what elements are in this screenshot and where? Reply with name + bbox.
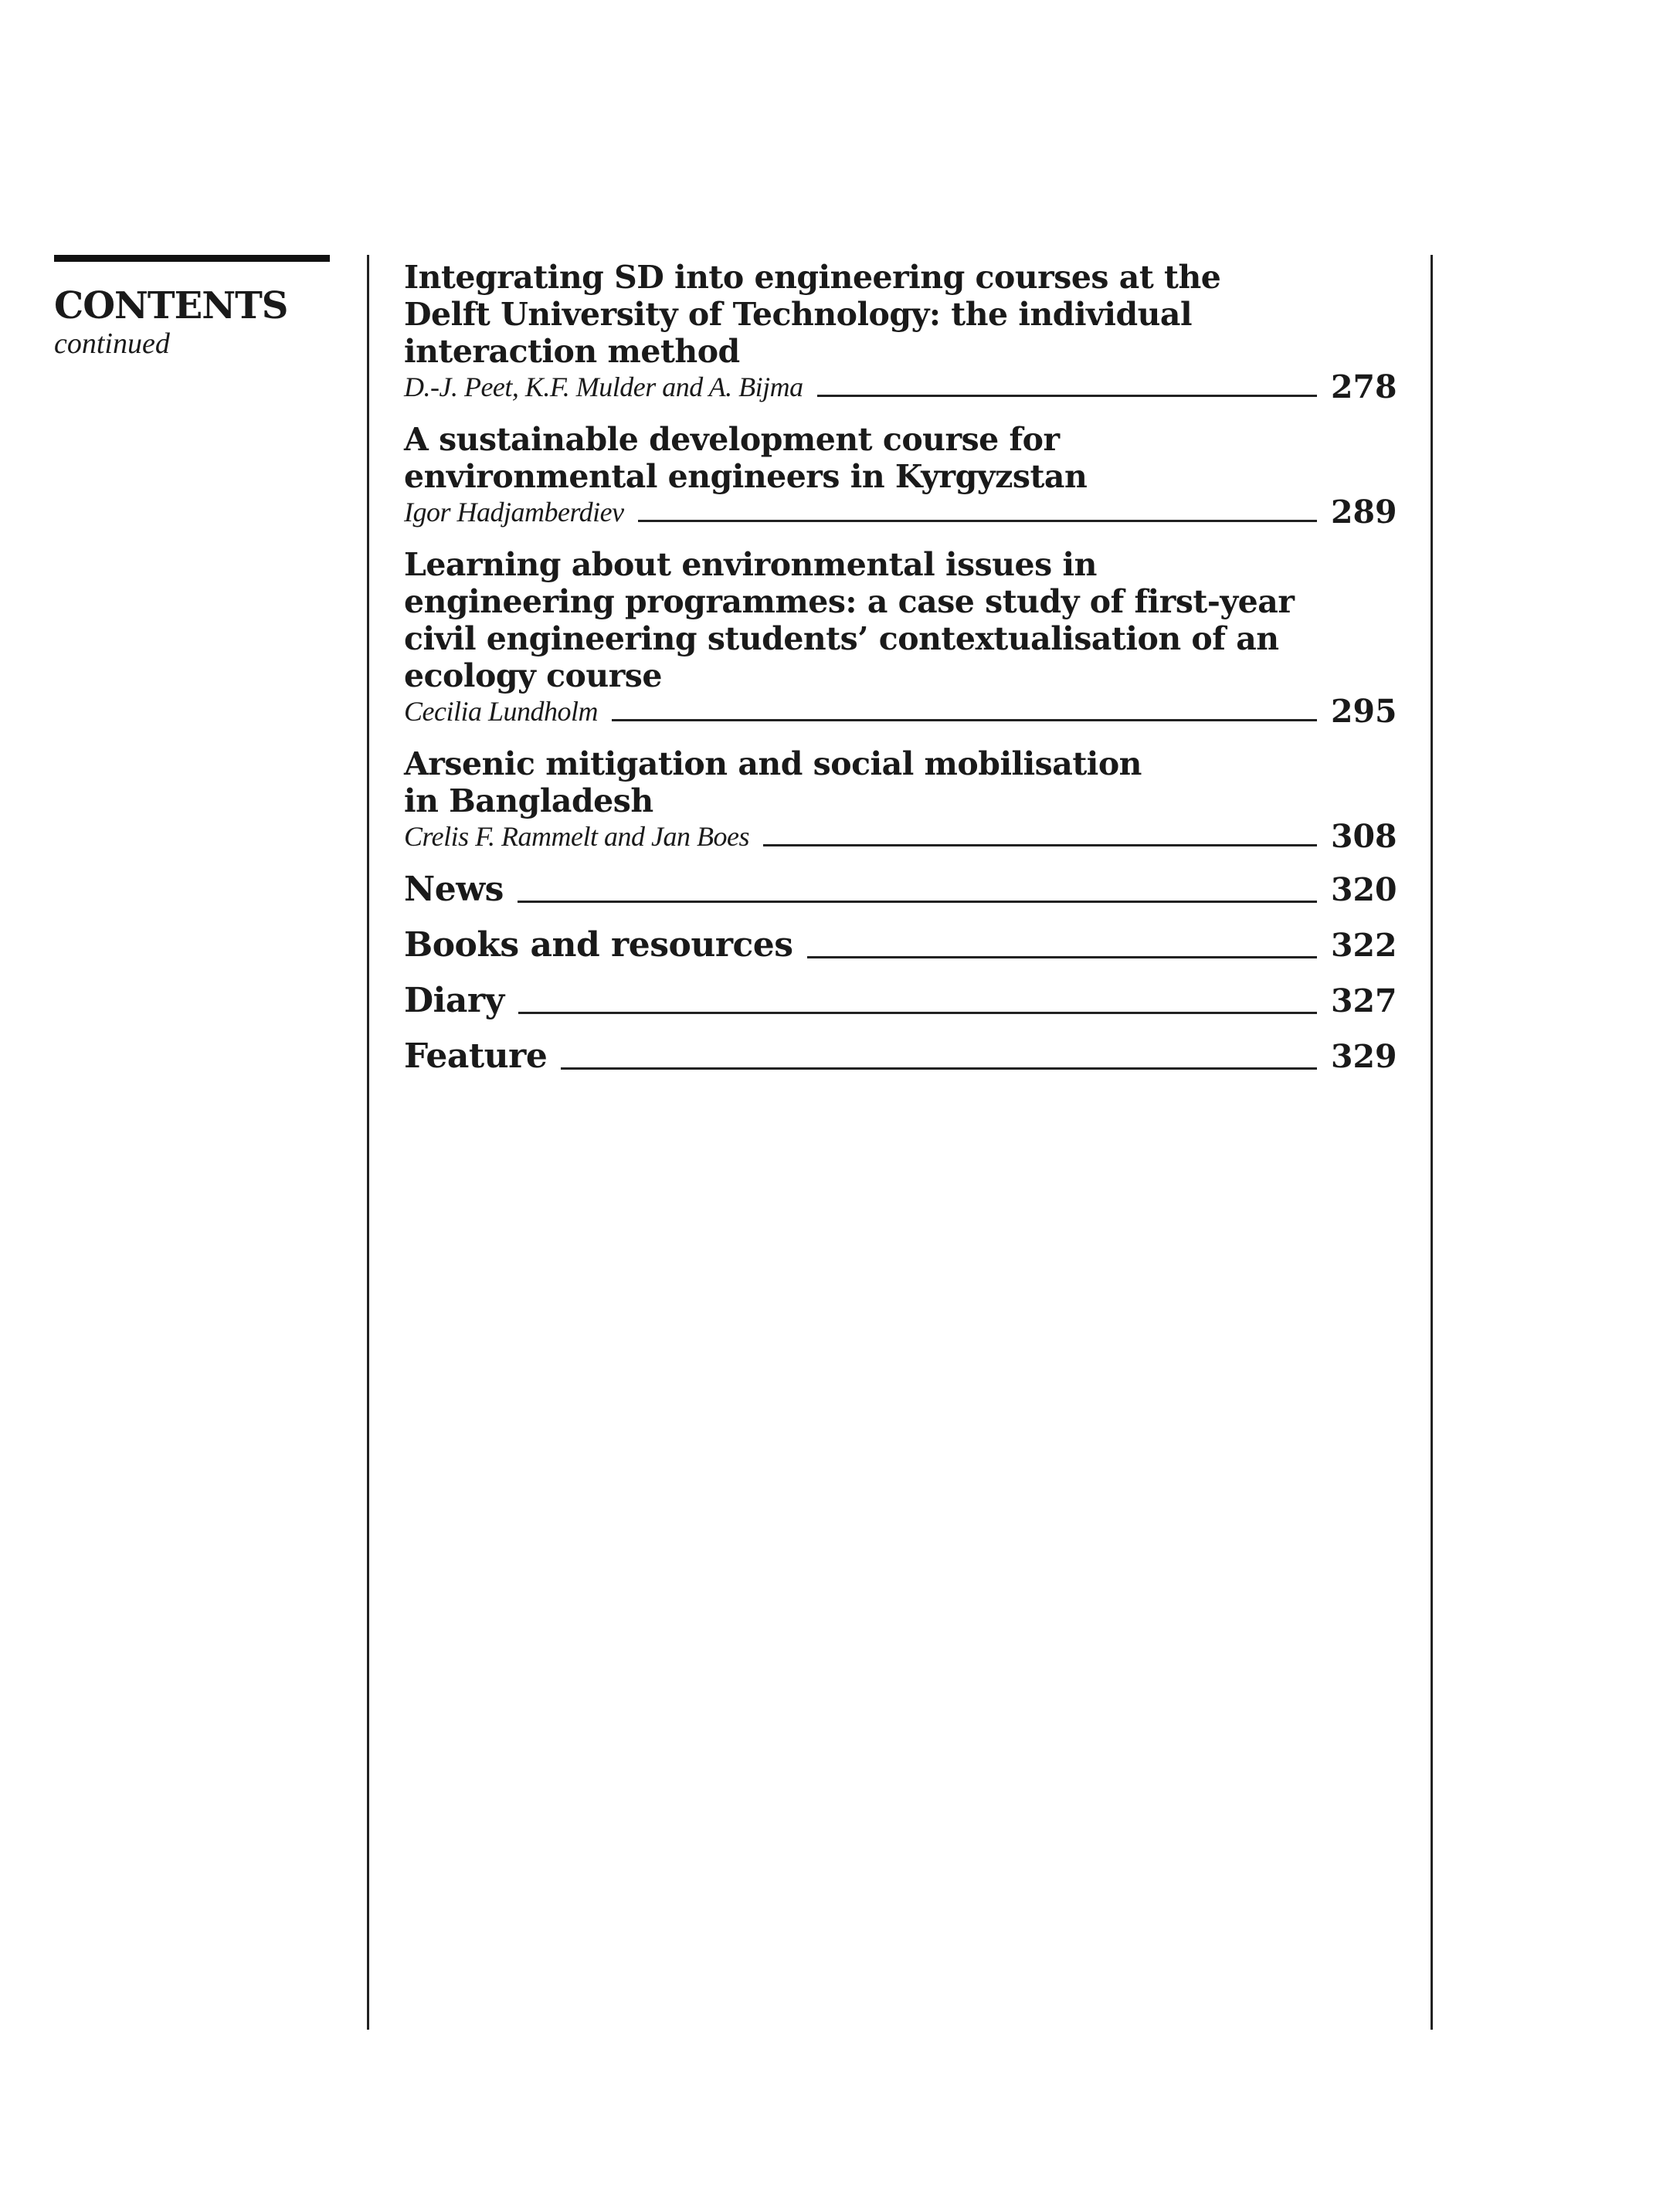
- page-number: 320: [1331, 871, 1397, 908]
- leader-rule: [638, 520, 1317, 522]
- article-author-line: [404, 819, 1397, 853]
- article-title: Learning about environmental issues in engineering programmes: a case study of first-year civil engineering students’ contextualisation of an ecology course: [404, 546, 1295, 694]
- contents-heading-block: [54, 255, 330, 361]
- section-title: Diary: [404, 981, 504, 1020]
- toc-article-entry[interactable]: [404, 546, 1397, 728]
- toc-article-entry[interactable]: [404, 745, 1397, 853]
- table-of-contents: [404, 259, 1397, 1093]
- right-column-divider: [1431, 255, 1433, 2030]
- toc-section-diary[interactable]: [404, 982, 1397, 1020]
- page-number: 308: [1331, 818, 1397, 855]
- page-number: 295: [1331, 693, 1397, 730]
- leader-rule: [561, 1067, 1317, 1070]
- page-number: 327: [1331, 982, 1397, 1019]
- page-number: 322: [1331, 927, 1397, 964]
- section-title: Feature: [404, 1036, 548, 1076]
- heading-rule: [54, 255, 330, 262]
- article-authors: Crelis F. Rammelt and Jan Boes: [404, 821, 749, 852]
- article-authors: D.-J. Peet, K.F. Mulder and A. Bijma: [404, 371, 803, 402]
- toc-article-entry[interactable]: [404, 421, 1397, 529]
- page-number: 329: [1331, 1038, 1397, 1075]
- leader-rule: [817, 395, 1317, 397]
- section-title: Books and resources: [404, 925, 793, 965]
- leader-rule: [518, 901, 1317, 903]
- article-authors: Igor Hadjamberdiev: [404, 497, 624, 527]
- contents-title: CONTENTS: [54, 284, 288, 327]
- article-author-line: [404, 495, 1397, 529]
- article-title: A sustainable development course for environmental engineers in Kyrgyzstan: [404, 421, 1088, 495]
- toc-section-news[interactable]: [404, 870, 1397, 909]
- article-authors: Cecilia Lundholm: [404, 696, 598, 727]
- toc-section-feature[interactable]: [404, 1037, 1397, 1076]
- page-number: 278: [1331, 368, 1397, 405]
- leader-rule: [763, 844, 1317, 846]
- leader-rule: [518, 1012, 1317, 1014]
- leader-rule: [807, 956, 1317, 958]
- toc-article-entry[interactable]: [404, 259, 1397, 404]
- article-title: Integrating SD into engineering courses at the Delft University of Technology: the individual interaction method: [404, 259, 1221, 370]
- left-column-divider: [367, 255, 369, 2030]
- leader-rule: [612, 719, 1317, 721]
- contents-subtitle: continued: [54, 327, 170, 360]
- article-author-line: [404, 694, 1397, 728]
- page-number: 289: [1331, 494, 1397, 531]
- section-title: News: [404, 870, 504, 909]
- article-title: Arsenic mitigation and social mobilisation in Bangladesh: [404, 745, 1142, 819]
- toc-section-books-and-resources[interactable]: [404, 926, 1397, 965]
- article-author-line: [404, 370, 1397, 404]
